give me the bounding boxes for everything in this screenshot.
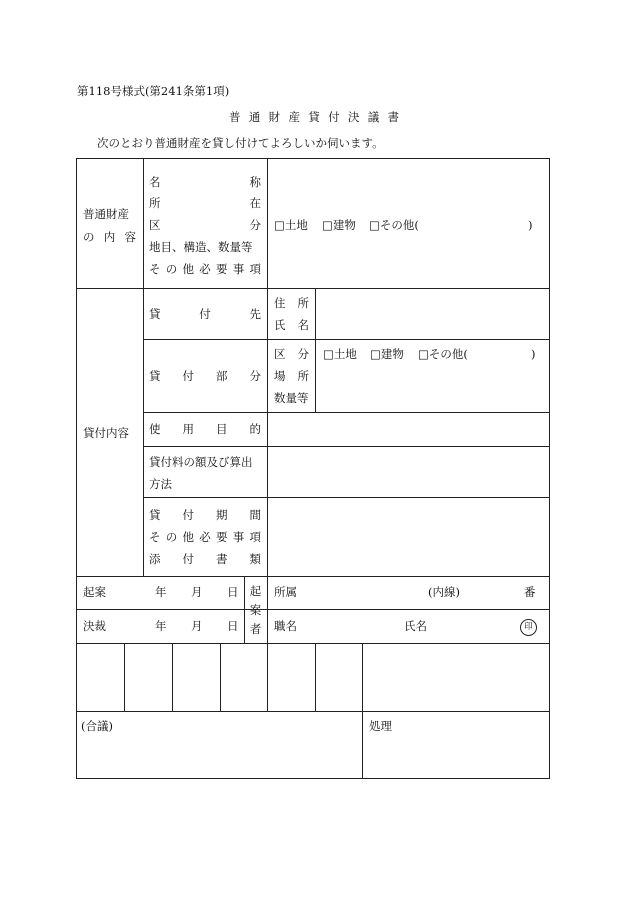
loan-content-label: 貸付内容 <box>83 426 129 440</box>
place-label: 場 所 <box>274 369 309 383</box>
decision-label: 決裁 <box>83 619 106 633</box>
category-row-label: 区 分 <box>149 218 261 232</box>
period-label: 貸 付 期 間 <box>149 508 261 522</box>
address-label: 住 所 <box>274 296 309 310</box>
borrower-label: 貸 付 先 <box>149 307 261 321</box>
draft-month: 月 <box>191 585 203 599</box>
property-category-close: ) <box>528 218 533 232</box>
position-label: 職名 <box>274 619 297 633</box>
drafter-label: 起 案 者 <box>249 584 262 636</box>
consultation-label: (合議) <box>81 719 113 733</box>
attachment-label: 添 付 書 類 <box>149 552 261 566</box>
property-label-line2: の 内 容 <box>83 230 136 244</box>
portion-close: ) <box>531 347 536 361</box>
quantity-label: 数量等 <box>274 391 309 405</box>
name-label: 氏 名 <box>274 318 309 332</box>
name-row-label: 名 称 <box>149 175 261 189</box>
affiliation-label: 所属 <box>274 585 297 599</box>
other-row-label: そ の 他 必 要 事 項 <box>149 262 261 276</box>
structure-row-label: 地目、構造、数量等 <box>149 240 253 254</box>
location-row-label: 所 在 <box>149 196 261 210</box>
property-category-other[interactable]: □その他( <box>369 218 419 232</box>
class-label: 区 分 <box>274 347 309 361</box>
draft-year: 年 <box>155 585 167 599</box>
decision-year: 年 <box>155 619 167 633</box>
property-label-line1: 普通財産 <box>83 207 129 221</box>
property-category-building[interactable]: □建物 <box>322 218 356 232</box>
intro-text: 次のとおり普通財産を貸し付けてよろしいか伺います。 <box>97 136 384 150</box>
draft-label: 起案 <box>83 585 106 599</box>
portion-building[interactable]: □建物 <box>370 347 404 361</box>
number-suffix: 番 <box>524 585 536 599</box>
decision-month: 月 <box>191 619 203 633</box>
property-category-land[interactable]: □土地 <box>274 218 308 232</box>
decision-day: 日 <box>227 619 239 633</box>
fee-label-line2: 方法 <box>149 477 172 491</box>
processing-label: 処理 <box>369 719 392 733</box>
portion-label: 貸 付 部 分 <box>149 369 261 383</box>
portion-land[interactable]: □土地 <box>323 347 357 361</box>
portion-other[interactable]: □その他( <box>418 347 468 361</box>
form-number: 第118号様式(第241条第1項) <box>77 84 230 98</box>
draft-day: 日 <box>227 585 239 599</box>
extension-label: (内線) <box>428 585 460 599</box>
fee-label-line1: 貸付料の額及び算出 <box>149 455 253 469</box>
purpose-label: 使 用 目 的 <box>149 422 261 436</box>
loan-other-label: そ の 他 必 要 事 項 <box>149 530 261 544</box>
document-title: 普 通 財 産 貸 付 決 議 書 <box>229 110 399 124</box>
drafter-name-label: 氏名 <box>404 619 427 633</box>
seal-mark: 印 <box>520 619 537 636</box>
